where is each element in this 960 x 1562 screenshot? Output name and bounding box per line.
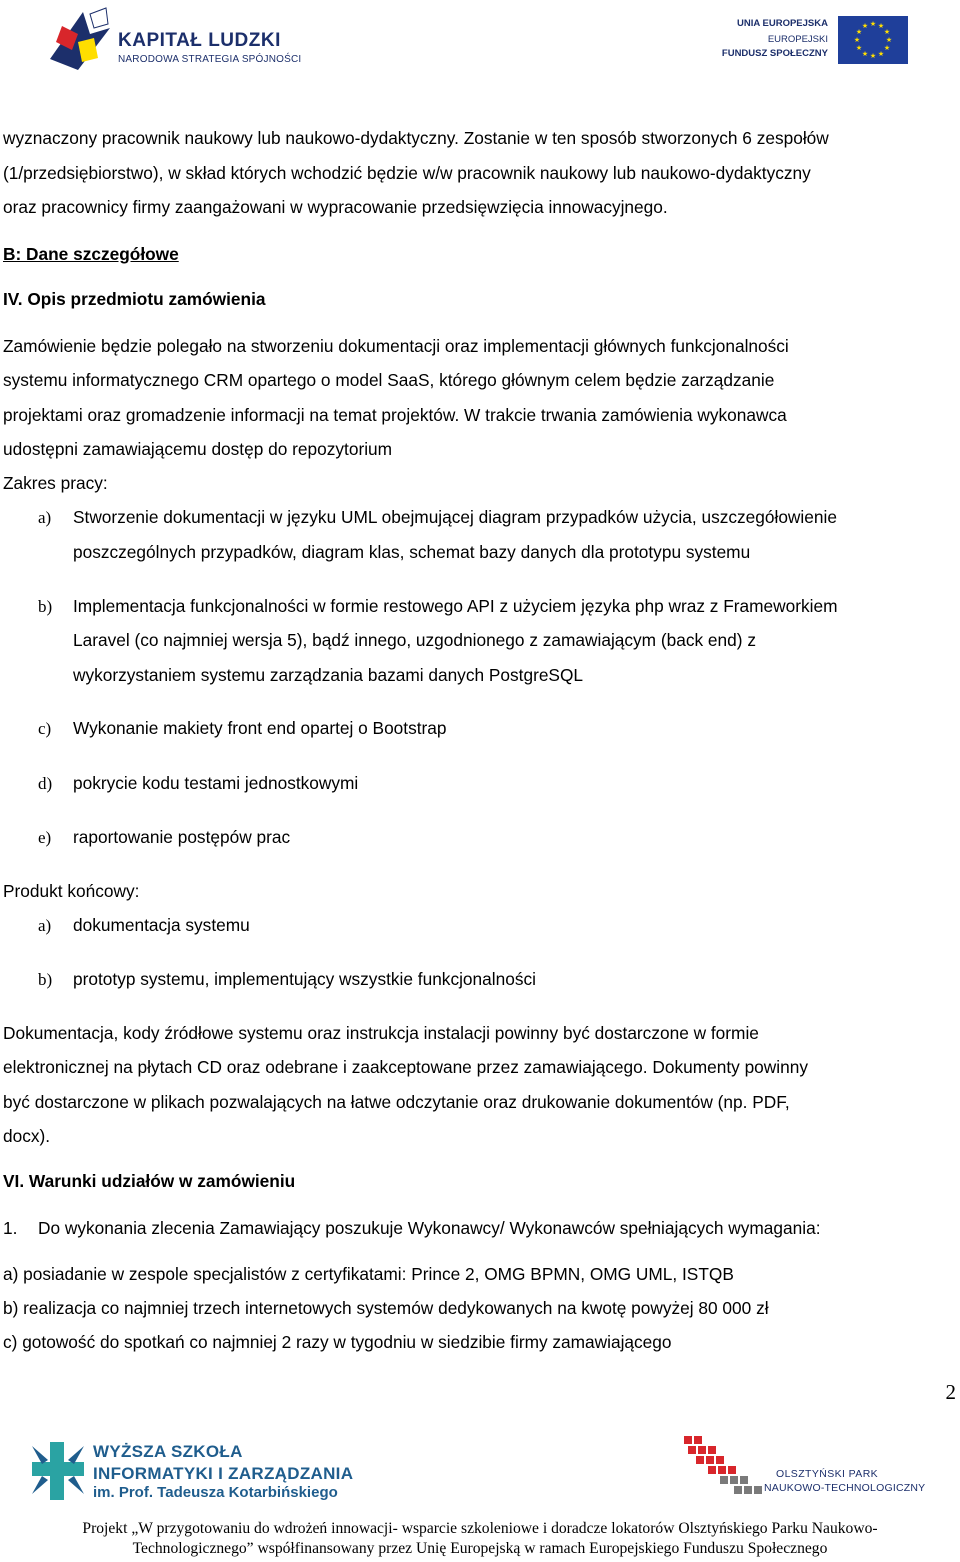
delivery-line-4: docx). [3, 1126, 51, 1146]
project-note-line2: Technologicznego” współfinansowany przez Unię Europejską w ramach Europejskiego Funduszu Społecznego [132, 1540, 828, 1557]
section-iv-heading: IV. Opis przedmiotu zamówienia [3, 289, 266, 309]
eu-flag-icon [838, 16, 908, 64]
page-header [0, 0, 960, 80]
svg-text:★: ★ [883, 28, 891, 36]
delivery-line-2: elektronicznej na płytach CD oraz odebrane i zaakceptowane przez zamawiającego. Dokumenty powinny [3, 1057, 808, 1077]
wsiz-emblem-icon [28, 1436, 88, 1506]
kapital-ludzki-title: KAPITAŁ LUDZKI [118, 30, 281, 51]
intro-line-2: (1/przedsiębiorstwo), w skład których wchodzić będzie w/w pracownik naukowy lub naukowo-dydaktyczny [3, 163, 811, 183]
list-item-text: Wykonanie makiety front end opartej o Bootstrap [73, 718, 447, 738]
eu-label-line3: FUNDUSZ SPOŁECZNY [721, 48, 828, 59]
product-label: Produkt końcowy: [3, 881, 140, 901]
list-item-text: dokumentacja systemu [73, 915, 250, 935]
svg-text:★: ★ [861, 50, 869, 58]
opnt-logo [682, 1432, 766, 1498]
list-item-text: raportowanie postępów prac [73, 827, 291, 847]
requirement-number: 1. [3, 1218, 18, 1238]
list-marker: c) [38, 719, 52, 738]
svg-text:★: ★ [861, 22, 869, 30]
intro-line-3: oraz pracownicy firmy zaangażowani w wypracowanie przedsięwzięcia innowacyjnego. [3, 197, 668, 217]
delivery-line-1: Dokumentacja, kody źródłowe systemu oraz instrukcja instalacji powinny być dostarczone w formie [3, 1023, 759, 1043]
requirement-a: a) posiadanie w zespole specjalistów z certyfikatami: Prince 2, OMG BPMN, OMG UML, ISTQB [3, 1264, 734, 1284]
list-marker: d) [38, 774, 53, 793]
page-number: 2 [945, 1380, 956, 1404]
requirement-intro: Do wykonania zlecenia Zamawiający poszukuje Wykonawcy/ Wykonawców spełniających wymagania: [38, 1218, 821, 1238]
svg-text:★: ★ [855, 28, 863, 36]
list-item-text: Laravel (co najmniej wersja 5), bądź innego, uzgodnionego z zamawiającym (back end) z [73, 630, 756, 650]
opnt-name-line2: NAUKOWO-TECHNOLOGICZNY [764, 1482, 926, 1494]
intro-line-1: wyznaczony pracownik naukowy lub naukowo-dydaktyczny. Zostanie w ten sposób stworzonych 6 zespołów [3, 128, 829, 148]
svg-text:★: ★ [877, 50, 885, 58]
section-vi-heading: VI. Warunki udziałów w zamówieniu [3, 1171, 296, 1191]
requirement-c: c) gotowość do spotkań co najmniej 2 razy w tygodniu w siedzibie firmy zamawiającego [3, 1332, 672, 1352]
svg-text:★: ★ [855, 44, 863, 52]
description-line-4: udostępni zamawiającemu dostęp do repozytorium [3, 439, 393, 459]
description-line-3: projektami oraz gromadzenie informacji na temat projektów. W trakcie trwania zamówienia wykonawca [3, 405, 787, 425]
list-item-text: Implementacja funkcjonalności w formie restowego API z użyciem języka php wraz z Frameworkiem [73, 596, 838, 616]
list-marker: a) [38, 508, 52, 527]
wsiz-name-line2: INFORMATYKI I ZARZĄDZANIA [93, 1464, 354, 1483]
project-note-line1: Projekt „W przygotowaniu do wdrożeń innowacji- wsparcie szkoleniowe i doradcze lokatorów Olsztyńskiego Parku Naukowo- [82, 1520, 878, 1537]
list-marker: a) [38, 916, 52, 935]
eu-label-line2: EUROPEJSKI [767, 34, 828, 45]
list-marker: b) [38, 970, 53, 989]
list-marker: e) [38, 828, 52, 847]
list-marker: b) [38, 597, 53, 616]
kapital-ludzki-subtitle: NARODOWA STRATEGIA SPÓJNOŚCI [118, 54, 302, 65]
opnt-name-line1: OLSZTYŃSKI PARK [776, 1468, 879, 1480]
eu-label-line1: UNIA EUROPEJSKA [737, 18, 828, 29]
page-footer [0, 1420, 960, 1562]
list-item-text: poszczególnych przypadków, diagram klas, schemat bazy danych dla prototypu systemu [73, 542, 751, 562]
eu-logo [720, 14, 908, 66]
list-item-text: wykorzystaniem systemu zarządzania bazami danych PostgreSQL [73, 665, 584, 685]
svg-text:★: ★ [869, 20, 877, 28]
list-item-text: Stworzenie dokumentacji w języku UML obejmującej diagram przypadków użycia, uszczegółowienie [73, 507, 837, 527]
kapital-ludzki-emblem-icon [48, 4, 118, 74]
svg-text:★: ★ [885, 36, 893, 44]
wsiz-logo [28, 1436, 88, 1506]
svg-text:★: ★ [869, 52, 877, 60]
list-item-text: pokrycie kodu testami jednostkowymi [73, 773, 359, 793]
requirement-b: b) realizacja co najmniej trzech internetowych systemów dedykowanych na kwotę powyżej 80 000 zł [3, 1298, 769, 1318]
wsiz-name-line3: im. Prof. Tadeusza Kotarbińskiego [93, 1484, 338, 1501]
svg-text:★: ★ [883, 44, 891, 52]
delivery-line-3: być dostarczone w plikach pozwalających na łatwe odczytanie oraz drukowanie dokumentów (np. PDF, [3, 1092, 790, 1112]
svg-text:★: ★ [853, 36, 861, 44]
description-line-1: Zamówienie będzie polegało na stworzeniu dokumentacji oraz implementacji głównych funkcjonalności [3, 336, 789, 356]
svg-text:★: ★ [877, 22, 885, 30]
wsiz-name-line1: WYŻSZA SZKOŁA [93, 1442, 243, 1461]
list-item-text: prototyp systemu, implementujący wszystkie funkcjonalności [73, 969, 536, 989]
scope-label: Zakres pracy: [3, 473, 108, 493]
section-b-heading: B: Dane szczegółowe [3, 244, 179, 264]
description-line-2: systemu informatycznego CRM opartego o model SaaS, którego głównym celem będzie zarządzanie [3, 370, 775, 390]
opnt-emblem-icon [682, 1432, 766, 1498]
